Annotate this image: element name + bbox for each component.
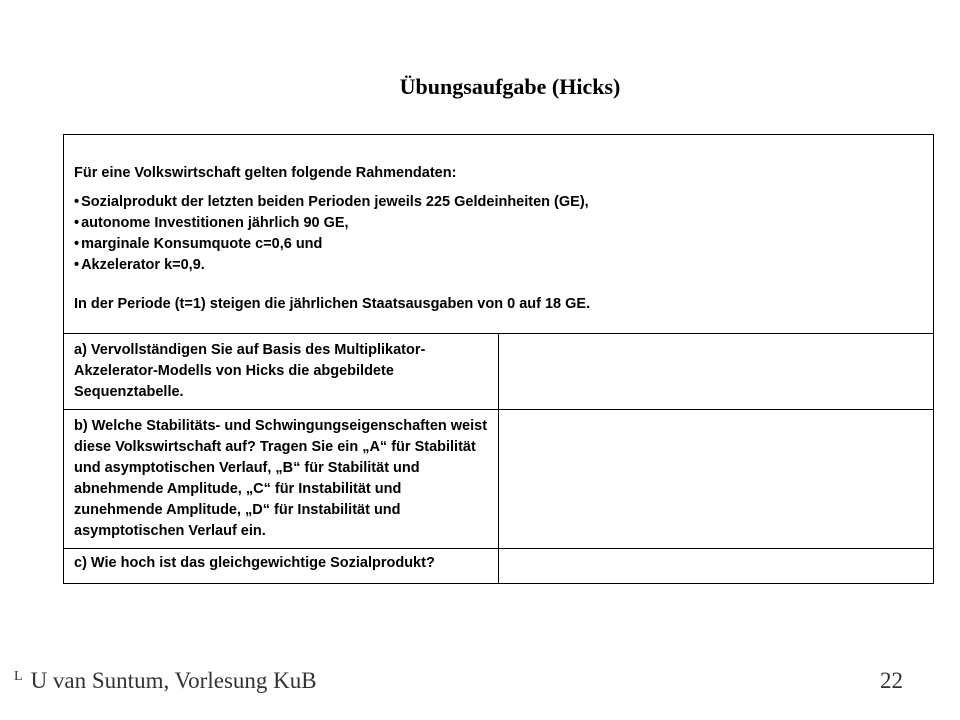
footer-text: U van Suntum, Vorlesung KuB: [30, 668, 317, 693]
question-c: c) Wie hoch ist das gleichgewichtige Sozialprodukt?: [64, 549, 499, 584]
intro-cell: [64, 135, 934, 334]
question-row-c: [64, 549, 934, 584]
question-b: b) Welche Stabilitäts- und Schwingungseigenschaften weist diese Volkswirtschaft auf? Tragen Sie ein „A“ für Stabilität und asymptotischen Verlauf, „B“ für Stabilität und abnehmende Amplitude, „C“ für Instabilität und zunehmende Amplitude, „D“ für Instabilität und asymptotischen Verlauf ein.: [64, 410, 499, 549]
list-item: • marginale Konsumquote c=0,6 und: [74, 234, 923, 255]
question-a: a) Vervollständigen Sie auf Basis des Multiplikator-Akzelerator-Modells von Hicks die abgebildete Sequenztabelle.: [64, 334, 499, 410]
answer-cell-b[interactable]: [499, 410, 934, 549]
conditions-list: [74, 192, 923, 276]
page-title: Übungsaufgabe (Hicks): [399, 74, 621, 99]
list-item: • Akzelerator k=0,9.: [74, 255, 923, 276]
footer-mark: L: [14, 669, 23, 684]
task-table: [63, 134, 934, 584]
intro-row: [64, 135, 934, 334]
list-item: • Sozialprodukt der letzten beiden Perioden jeweils 225 Geldeinheiten (GE),: [74, 192, 923, 213]
intro-lead: Für eine Volkswirtschaft gelten folgende Rahmendaten:: [74, 165, 457, 181]
answer-cell-c[interactable]: [499, 549, 934, 584]
question-row-a: [64, 334, 934, 410]
page-number: 22: [880, 668, 903, 693]
intro-note: In der Periode (t=1) steigen die jährlichen Staatsausgaben von 0 auf 18 GE.: [74, 296, 591, 312]
question-row-b: [64, 410, 934, 549]
footer: [14, 668, 317, 694]
answer-cell-a[interactable]: [499, 334, 934, 410]
list-item: • autonome Investitionen jährlich 90 GE,: [74, 213, 923, 234]
